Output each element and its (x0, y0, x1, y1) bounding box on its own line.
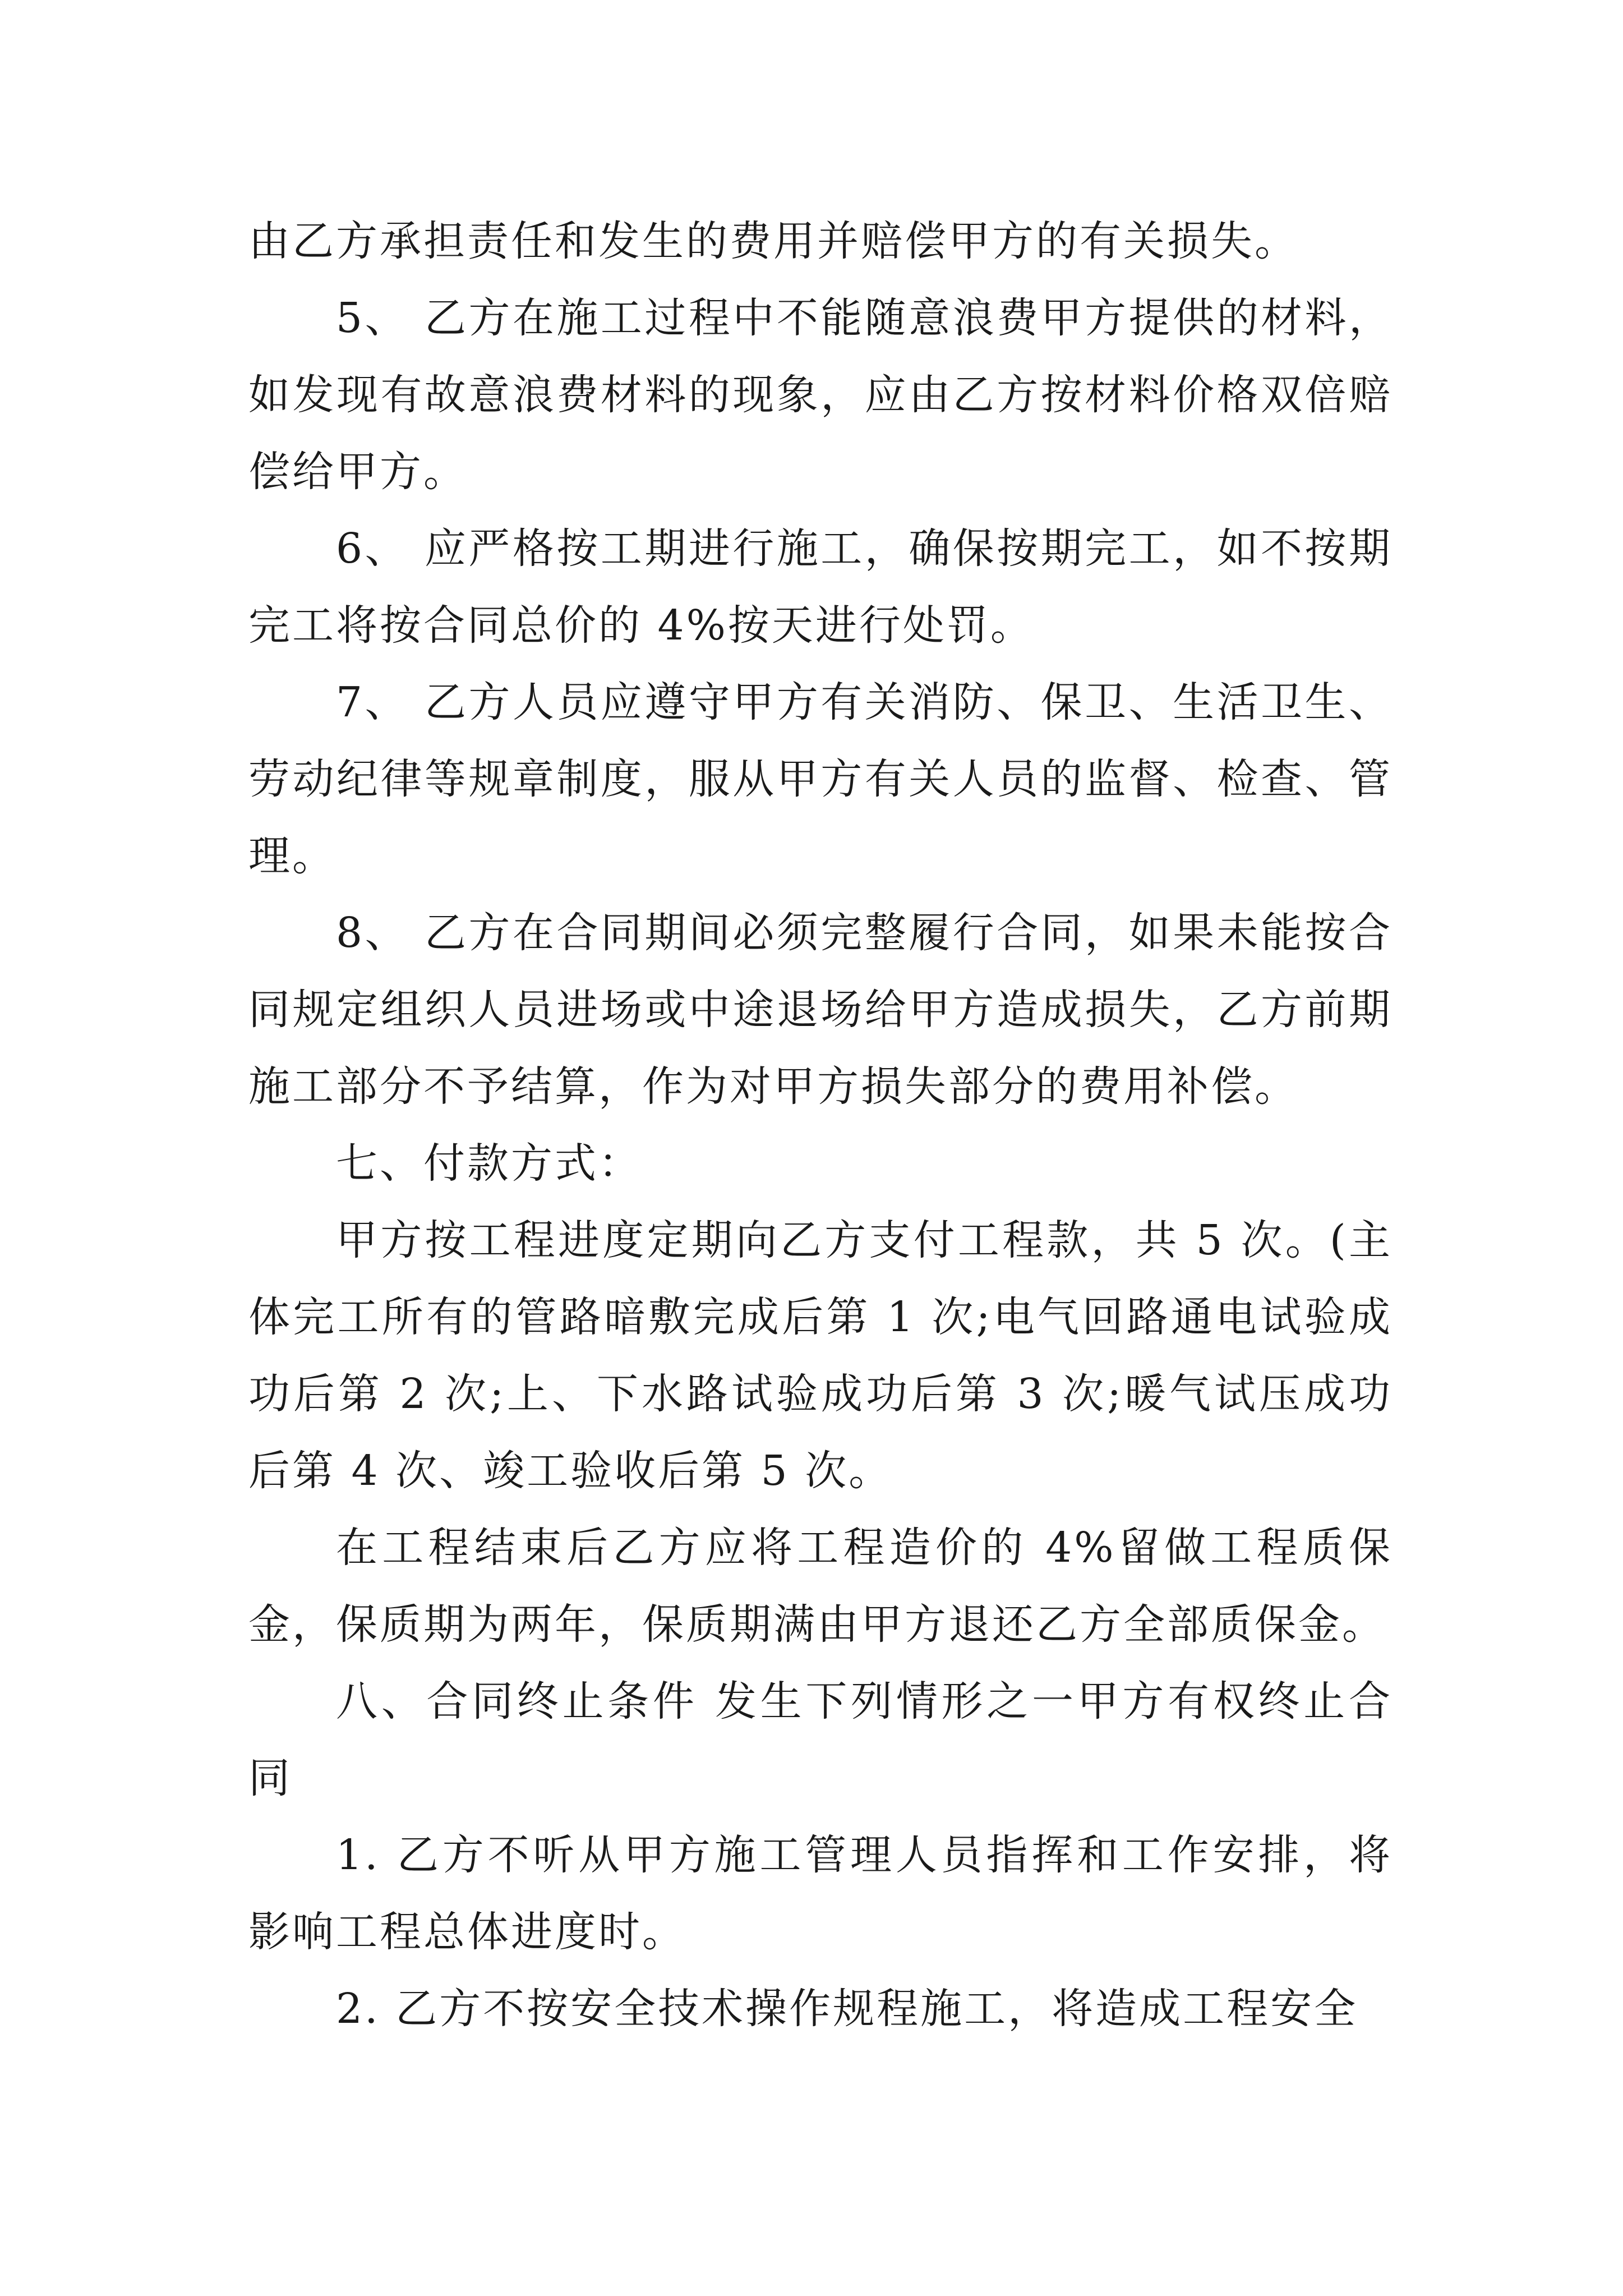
paragraph-payment: 甲方按工程进度定期向乙方支付工程款，共 5 次。(主体完工所有的管路暗敷完成后第 1 次;电气回路通电试验成功后第 2 次;上、下水路试验成功后第 3 次;暖气试压成功后第 4 次、竣工验收后第 5 次。 (248, 1216, 1393, 1495)
paragraph-4: 7、 乙方人员应遵守甲方有关消防、保卫、生活卫生、劳动纪律等规章制度，服从甲方有关人员的监督、检查、管理。 (248, 678, 1393, 880)
paragraph-5: 8、 乙方在合同期间必须完整履行合同，如果未能按合同规定组织人员进场或中途退场给甲方造成损失，乙方前期施工部分不予结算，作为对甲方损失部分的费用补偿。 (248, 909, 1393, 1111)
paragraph-termination-2: 2. 乙方不按安全技术操作规程施工，将造成工程安全 (336, 1985, 1358, 2033)
document-body (248, 203, 1393, 2047)
paragraph-1: 由乙方承担责任和发生的费用并赔偿甲方的有关损失。 (248, 217, 1298, 265)
paragraph-termination-1: 1. 乙方不听从甲方施工管理人员指挥和工作安排，将影响工程总体进度时。 (248, 1831, 1393, 1956)
section-heading-termination: 八、合同终止条件 发生下列情形之一甲方有权终止合同 (248, 1677, 1393, 1802)
paragraph-2: 5、 乙方在施工过程中不能随意浪费甲方提供的材料，如发现有故意浪费材料的现象，应由乙方按材料价格双倍赔偿给甲方。 (248, 294, 1393, 496)
section-heading-payment: 七、付款方式： (336, 1139, 642, 1188)
paragraph-warranty: 在工程结束后乙方应将工程造价的 4%留做工程质保金，保质期为两年，保质期满由甲方退还乙方全部质保金。 (248, 1524, 1393, 1649)
paragraph-3: 6、 应严格按工期进行施工，确保按期完工，如不按期完工将按合同总价的 4%按天进行处罚。 (248, 524, 1393, 650)
